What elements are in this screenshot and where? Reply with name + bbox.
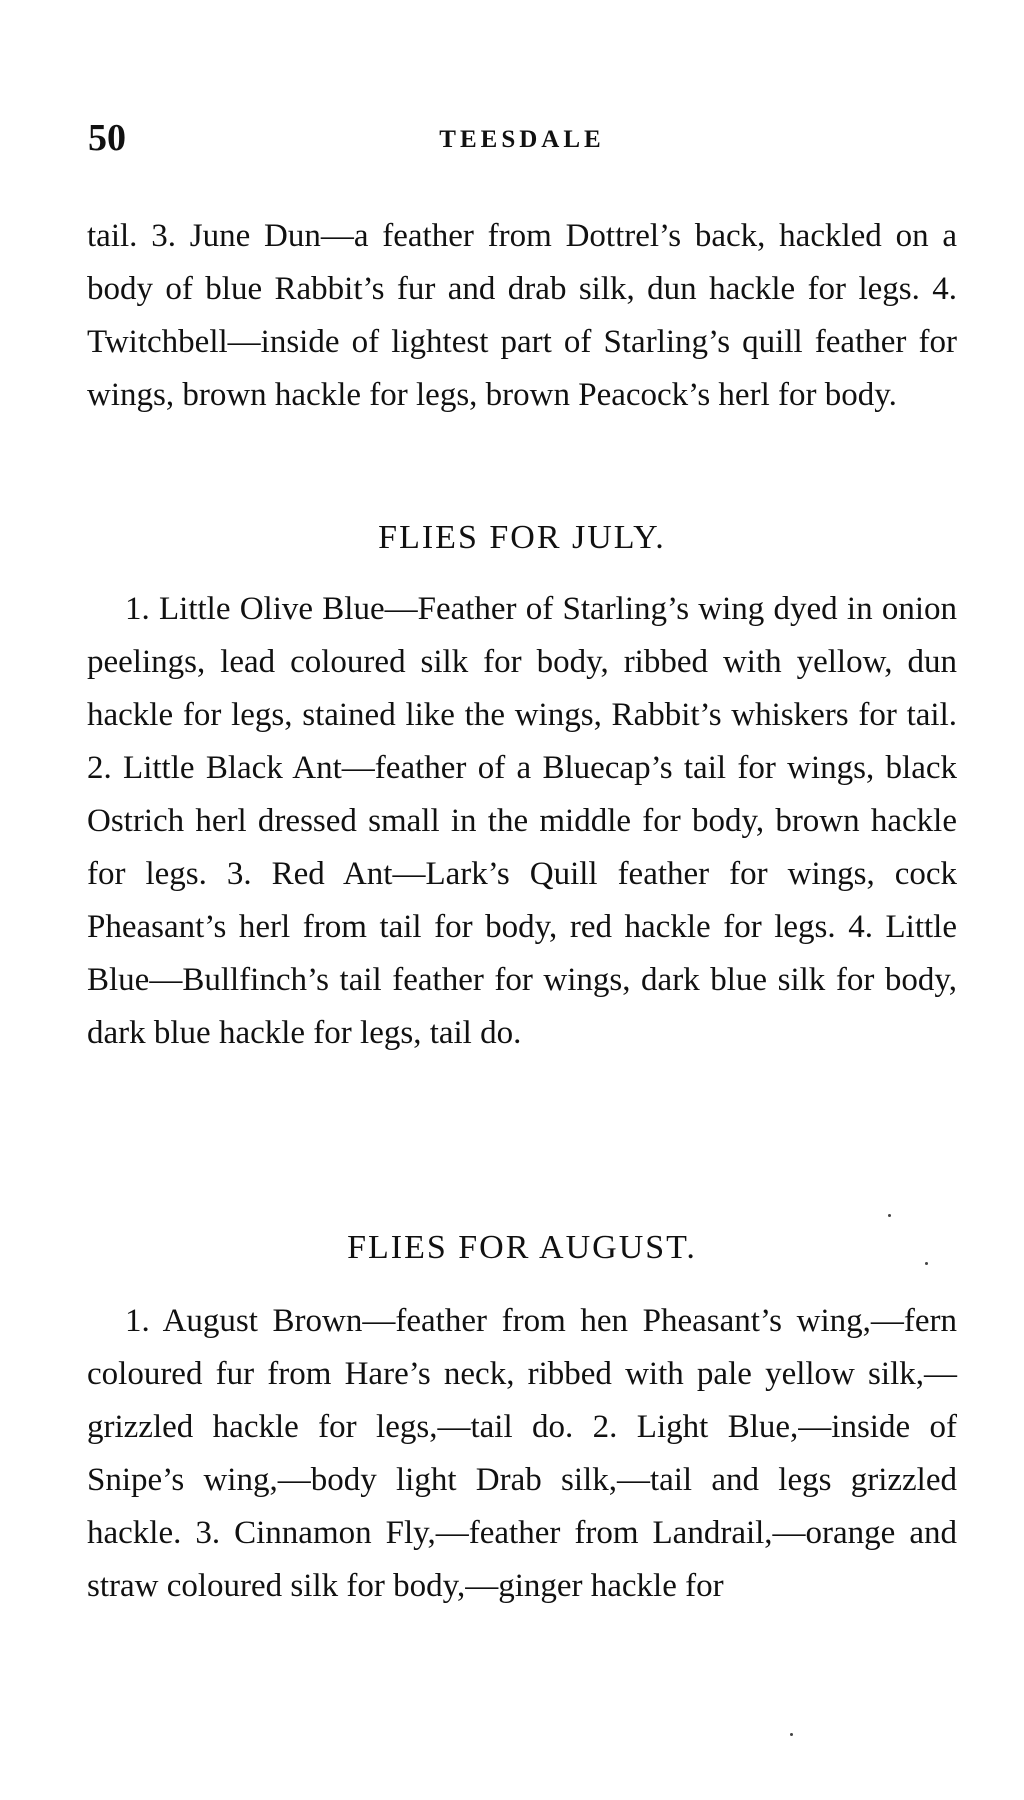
page-number: 50: [88, 117, 126, 159]
running-head: TEESDALE: [439, 126, 605, 153]
print-speck: [925, 1262, 928, 1265]
paragraph-july-flies: 1. Little Olive Blue—Feather of Starling’s wing dyed in onion peelings, lead coloured silk for body, ribbed with yellow, dun hackle for legs, stained like the wings, Rabbit’s whiskers for tail. 2. Little Black Ant—feather of a Bluecap’s tail for wings, black Ostrich herl dressed small in the middle for body, brown hackle for legs. 3. Red Ant—Lark’s Quill feather for wings, cock Pheasant’s herl from tail for body, red hackle for legs. 4. Little Blue—Bullfinch’s tail feather for wings, dark blue silk for body, dark blue hackle for legs, tail do.: [87, 591, 957, 1051]
section-heading-august: FLIES FOR AUGUST.: [347, 1229, 697, 1266]
print-speck: [888, 1214, 891, 1217]
print-speck: [790, 1733, 793, 1736]
paragraph-august-flies: 1. August Brown—feather from hen Pheasant’s wing,—fern coloured fur from Hare’s neck, ribbed with pale yellow silk,—grizzled hackle for legs,—tail do. 2. Light Blue,—inside of Snipe’s wing,—body light Drab silk,—tail and legs grizzled hackle. 3. Cinnamon Fly,—feather from Landrail,—orange and straw coloured silk for body,—ginger hackle for: [87, 1303, 957, 1604]
section-heading-july: FLIES FOR JULY.: [378, 519, 666, 556]
paragraph-continuation: tail. 3. June Dun—a feather from Dottrel’s back, hackled on a body of blue Rabbit’s fur and drab silk, dun hackle for legs. 4. Twitchbell—inside of lightest part of Starling’s quill feather for wings, brown hackle for legs, brown Peacock’s herl for body.: [87, 218, 957, 413]
page-header: [88, 116, 956, 166]
